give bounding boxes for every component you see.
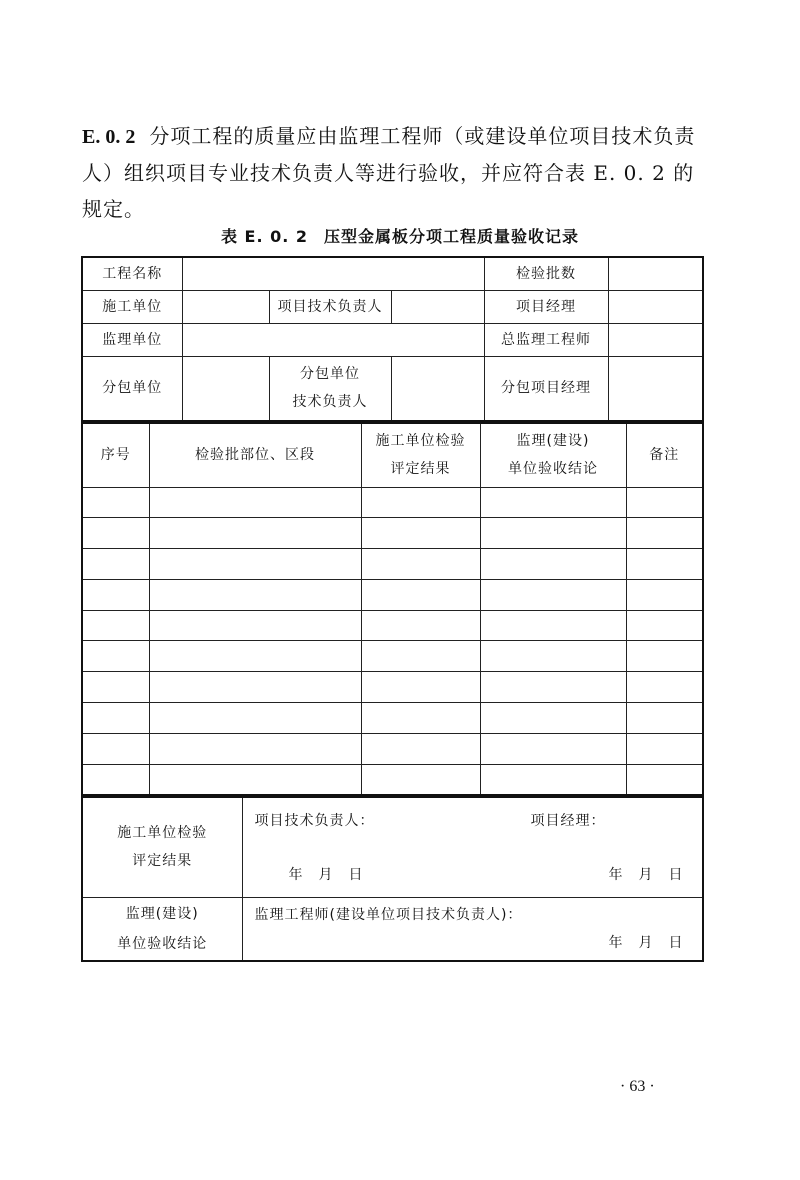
table-cell [149,672,361,703]
tech-lead-sign-label: 项目技术负责人： [254,813,375,829]
table-row [82,549,703,580]
table-cell [626,672,703,703]
table-cell [149,487,361,518]
table-cell [626,487,703,518]
table-cell [361,672,480,703]
table-cell [82,579,149,610]
table-cell [626,610,703,641]
value-constructor [182,290,269,323]
table-cell [361,518,480,549]
value-project-tech-lead [391,290,484,323]
signature-table [81,796,704,962]
table-row [82,579,703,610]
table-cell [480,549,626,580]
table-cell [626,641,703,672]
items-table [81,422,704,796]
table-cell [149,610,361,641]
table-row [82,764,703,795]
table-cell [480,764,626,795]
table-caption [0,224,800,247]
manager-date: 年 月 日 [608,867,684,883]
col-seq: 序号 [82,423,149,487]
col-supervisor-conclusion: 监理(建设) 单位验收结论 [480,423,626,487]
label-project-tech-lead: 项目技术负责人 [269,290,391,323]
table-cell [149,641,361,672]
table-cell [82,610,149,641]
value-sub-tech-lead [391,356,484,421]
label-subcontractor: 分包单位 [82,356,182,421]
table-cell [82,672,149,703]
supervisor-sign-label: 监理工程师(建设单位项目技术负责人)： [254,906,523,923]
label-sub-tech-lead: 分包单位 技术负责人 [269,356,391,421]
col-constructor-result: 施工单位检验 评定结果 [361,423,480,487]
page-number: · 63 · [620,1078,655,1095]
value-project-name [182,257,484,290]
table-cell [480,672,626,703]
table-cell [361,703,480,734]
table-cell [480,641,626,672]
table-cell [626,703,703,734]
table-cell [361,733,480,764]
value-sub-project-manager [608,356,703,421]
col-remarks: 备注 [626,423,703,487]
table-row [82,672,703,703]
table-cell [149,703,361,734]
value-subcontractor [182,356,269,421]
table-cell [361,764,480,795]
table-cell [82,487,149,518]
table-cell [149,733,361,764]
table-row [82,733,703,764]
value-batch-count [608,257,703,290]
clause-number: E. 0. 2 [82,126,136,148]
table-cell [149,518,361,549]
table-cell [82,641,149,672]
table-cell [626,764,703,795]
table-cell [361,549,480,580]
table-cell [82,518,149,549]
table-caption-number: 表 E. 0. 2 [220,227,309,246]
header-table [81,256,704,422]
table-cell [361,610,480,641]
table-cell [361,641,480,672]
table-cell [626,579,703,610]
table-row [82,487,703,518]
table-cell [480,487,626,518]
table-cell [480,518,626,549]
label-sub-project-manager: 分包项目经理 [484,356,608,421]
table-row [82,610,703,641]
label-project-manager: 项目经理 [484,290,608,323]
clause-paragraph [82,118,707,227]
table-cell [149,579,361,610]
table-cell [82,549,149,580]
table-cell [361,487,480,518]
table-caption-title: 压型金属板分项工程质量验收记录 [324,227,580,246]
table-cell [361,579,480,610]
table-cell [626,518,703,549]
table-cell [149,764,361,795]
table-cell [626,549,703,580]
value-supervisor [182,323,484,356]
table-row [82,641,703,672]
tech-lead-date: 年 月 日 [288,867,364,883]
table-cell [480,733,626,764]
label-supervisor-conclusion: 监理(建设) 单位验收结论 [82,897,242,961]
table-cell [480,610,626,641]
label-constructor-result: 施工单位检验 评定结果 [82,797,242,897]
label-project-name: 工程名称 [82,257,182,290]
manager-sign-label: 项目经理： [530,813,606,829]
table-cell [480,703,626,734]
table-cell [149,549,361,580]
label-constructor: 施工单位 [82,290,182,323]
value-project-manager [608,290,703,323]
table-row [82,518,703,549]
table-cell [82,703,149,734]
table-cell [82,733,149,764]
label-supervisor: 监理单位 [82,323,182,356]
table-cell [82,764,149,795]
items-header-row [82,423,703,487]
value-chief-supervisor [608,323,703,356]
label-batch-count: 检验批数 [484,257,608,290]
supervisor-date: 年 月 日 [608,934,684,951]
label-chief-supervisor: 总监理工程师 [484,323,608,356]
table-cell [480,579,626,610]
table-cell [626,733,703,764]
table-row [82,703,703,734]
clause-text: 分项工程的质量应由监理工程师（或建设单位项目技术负责人）组织项目专业技术负责人等进行验收，并应符合表 E. 0. 2 的规定。 [82,124,696,221]
col-batch-location: 检验批部位、区段 [149,423,361,487]
